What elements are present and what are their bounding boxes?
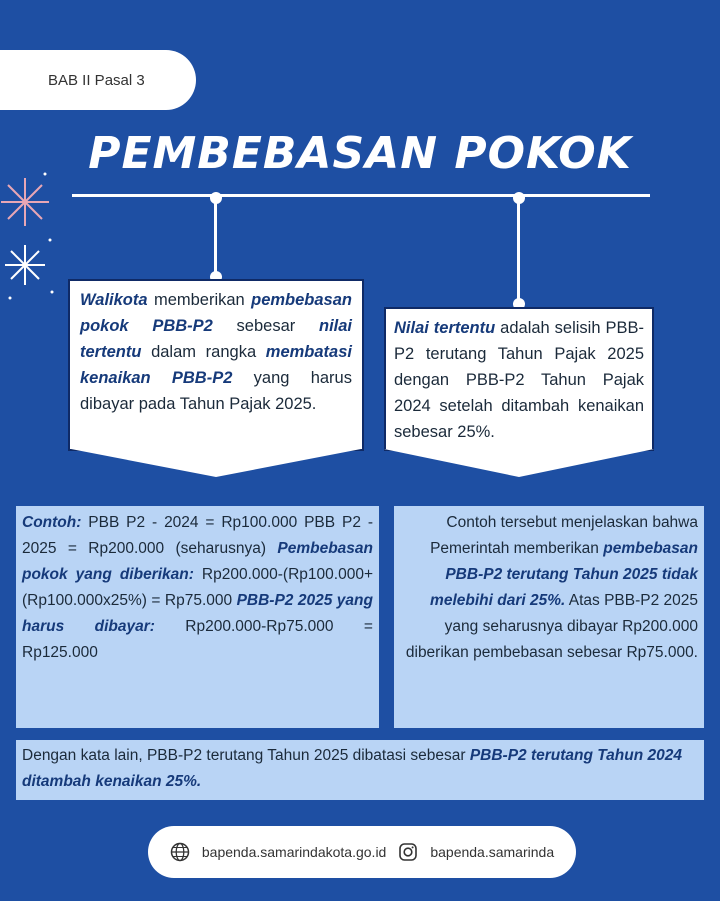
instagram-link[interactable]: bapenda.samarinda — [430, 844, 555, 860]
text: PBB P2 - 2024 = Rp100.000 PBB P2 - 2025 = Rp200.000 (seharusnya) — [22, 514, 373, 557]
contact-footer — [148, 826, 576, 878]
title-divider — [72, 194, 650, 197]
text: Rp200.000-Rp75.000 = Rp125.000 — [22, 618, 373, 661]
firework-decoration-icon — [0, 170, 60, 310]
text-emphasis: PBB-P2 terutang Tahun 2024 ditambah kenaikan 25%. — [22, 747, 682, 790]
text-emphasis: membatasi kenaikan PBB-P2 — [80, 343, 352, 387]
text-emphasis: pembebasan pokok PBB-P2 — [80, 291, 352, 335]
text: memberikan — [147, 291, 252, 309]
text-emphasis: nilai tertentu — [80, 317, 352, 361]
text-emphasis: Pembebasan pokok yang diberikan: — [22, 540, 373, 583]
text: sebesar — [212, 317, 319, 335]
text: dalam rangka — [141, 343, 266, 361]
instagram-icon — [398, 842, 418, 862]
page-title: PEMBEBASAN POKOK — [88, 128, 632, 179]
chapter-tag-label: BAB II Pasal 3 — [48, 71, 145, 89]
chapter-tag — [0, 50, 196, 110]
text: Rp200.000-(Rp100.000+(Rp100.000x25%) = Rp75.000 — [22, 566, 373, 609]
example-label: Contoh: — [22, 514, 82, 531]
summary-box — [16, 740, 704, 800]
website-link[interactable]: bapenda.samarindakota.go.id — [201, 844, 387, 860]
text: Atas PBB-P2 2025 yang seharusnya dibayar Rp200.000 diberikan pembebasan sebesar Rp75.000. — [405, 592, 698, 661]
definition-card-left — [68, 279, 364, 451]
connector-right-dot — [513, 192, 525, 204]
definition-card-right — [384, 307, 654, 451]
text-walikota: Walikota — [80, 291, 148, 309]
text-emphasis: Nilai tertentu — [394, 319, 496, 337]
card-pointer — [71, 449, 361, 477]
connector-right — [517, 197, 520, 307]
card-pointer — [384, 449, 654, 477]
explanation-box — [394, 506, 704, 728]
connector-left-dot — [210, 192, 222, 204]
text: adalah selisih PBB-P2 terutang Tahun Pajak 2025 dengan PBB-P2 Tahun Pajak 2024 setelah ditambah kenaikan sebesar 25%. — [394, 319, 644, 441]
example-box — [16, 506, 379, 728]
text-emphasis: PBB-P2 2025 yang harus dibayar: — [22, 592, 373, 635]
text: Dengan kata lain, PBB-P2 terutang Tahun 2025 dibatasi sebesar — [22, 747, 470, 764]
text: yang harus dibayar pada Tahun Pajak 2025. — [80, 369, 352, 413]
connector-left — [214, 197, 217, 277]
text-emphasis: pembebasan PBB-P2 terutang Tahun 2025 tidak melebihi dari 25%. — [430, 540, 698, 609]
globe-icon — [170, 842, 190, 862]
text: Contoh tersebut menjelaskan bahwa Pemerintah memberikan — [430, 514, 698, 557]
